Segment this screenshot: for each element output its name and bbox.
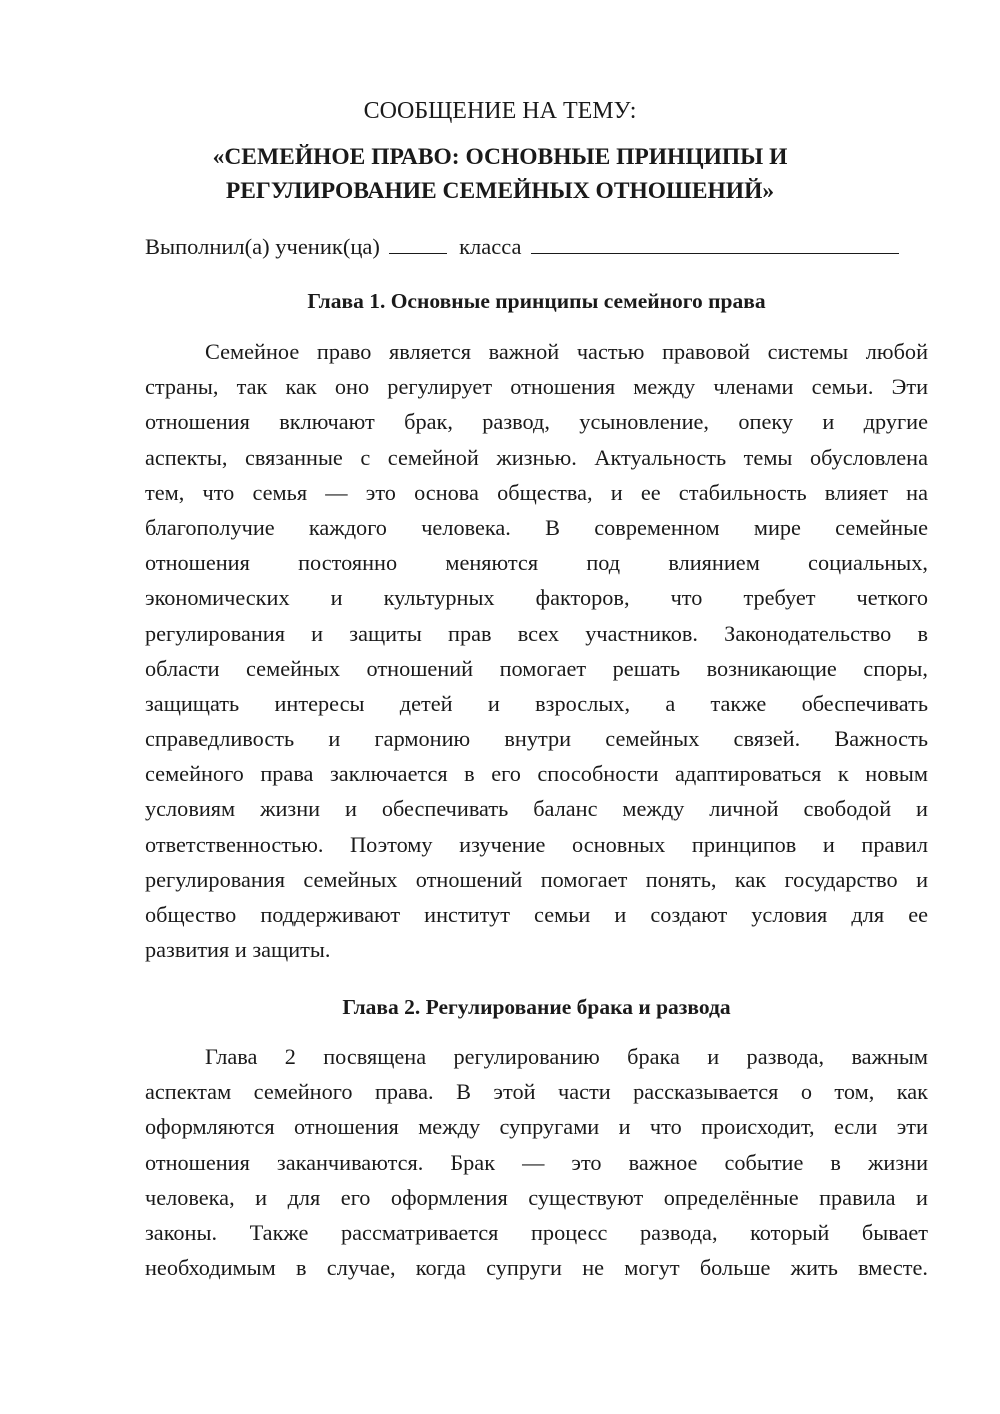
paragraph-line: благополучие каждого человека. В современном мире семейные: [145, 514, 928, 540]
paragraph-line: отношения заканчиваются. Брак — это важное событие в жизни: [145, 1149, 928, 1175]
paragraph-line: Глава 2 посвящена регулированию брака и развода, важным: [205, 1044, 928, 1069]
document-title-line-2: «СЕМЕЙНОЕ ПРАВО: ОСНОВНЫЕ ПРИНЦИПЫ И: [212, 144, 788, 170]
name-blank: [531, 231, 899, 254]
paragraph-line: оформляются отношения между супругами и что происходит, если эти: [145, 1114, 928, 1140]
author-prefix: Выполнил(а) ученик(ца): [145, 234, 380, 259]
chapter-2-heading: Глава 2. Регулирование брака и развода: [342, 995, 731, 1019]
author-line: [145, 230, 935, 264]
paragraph-line: общество поддерживают институт семьи и создают условия для ее: [145, 902, 928, 927]
paragraph-line: отношения включают брак, развод, усыновление, опеку и другие: [145, 409, 928, 435]
document-title-line-1: СООБЩЕНИЕ НА ТЕМУ:: [363, 98, 637, 124]
paragraph-line: тем, что семья — это основа общества, и ее стабильность влияет на: [145, 479, 928, 505]
paragraph-line: регулирования и защиты прав всех участников. Законодательство в: [145, 620, 928, 646]
paragraph-line: справедливость и гармонию внутри семейных связей. Важность: [145, 726, 928, 752]
chapter-1-paragraph: [145, 334, 928, 967]
grade-word: класса: [459, 234, 522, 259]
paragraph-line: отношения постоянно меняются под влиянием социальных,: [145, 550, 928, 576]
paragraph-line: ответственностью. Поэтому изучение основных принципов и правил: [145, 831, 928, 857]
paragraph-line: развития и защиты.: [145, 937, 331, 963]
paragraph-line: страны, так как оно регулирует отношения между членами семьи. Эти: [145, 374, 928, 400]
grade-blank: [389, 231, 447, 254]
paragraph-line: условиям жизни и обеспечивать баланс между личной свободой и: [145, 796, 928, 822]
paragraph-line: аспектам семейного права. В этой части рассказывается о том, как: [145, 1079, 928, 1105]
paragraph-line: аспекты, связанные с семейной жизнью. Актуальность темы обусловлена: [145, 444, 928, 470]
paragraph-line: семейного права заключается в его способности адаптироваться к новым: [145, 761, 928, 787]
paragraph-line: экономических и культурных факторов, что требует четкого: [145, 585, 928, 611]
paragraph-line: необходимым в случае, когда супруги не могут больше жить вместе.: [145, 1255, 928, 1281]
chapter-1-heading: Глава 1. Основные принципы семейного права: [307, 289, 766, 313]
paragraph-line: законы. Также рассматривается процесс развода, который бывает: [145, 1219, 928, 1245]
paragraph-line: регулирования семейных отношений помогает понять, как государство и: [145, 866, 928, 892]
paragraph-line: защищать интересы детей и взрослых, а также обеспечивать: [145, 690, 928, 716]
paragraph-line: Семейное право является важной частью правовой системы любой: [205, 339, 928, 364]
paragraph-line: человека, и для его оформления существуют определённые правила и: [145, 1184, 928, 1210]
paragraph-line: области семейных отношений помогает решать возникающие споры,: [145, 655, 928, 681]
document-title-line-3: РЕГУЛИРОВАНИЕ СЕМЕЙНЫХ ОТНОШЕНИЙ»: [225, 178, 775, 204]
chapter-2-paragraph: [145, 1039, 928, 1285]
